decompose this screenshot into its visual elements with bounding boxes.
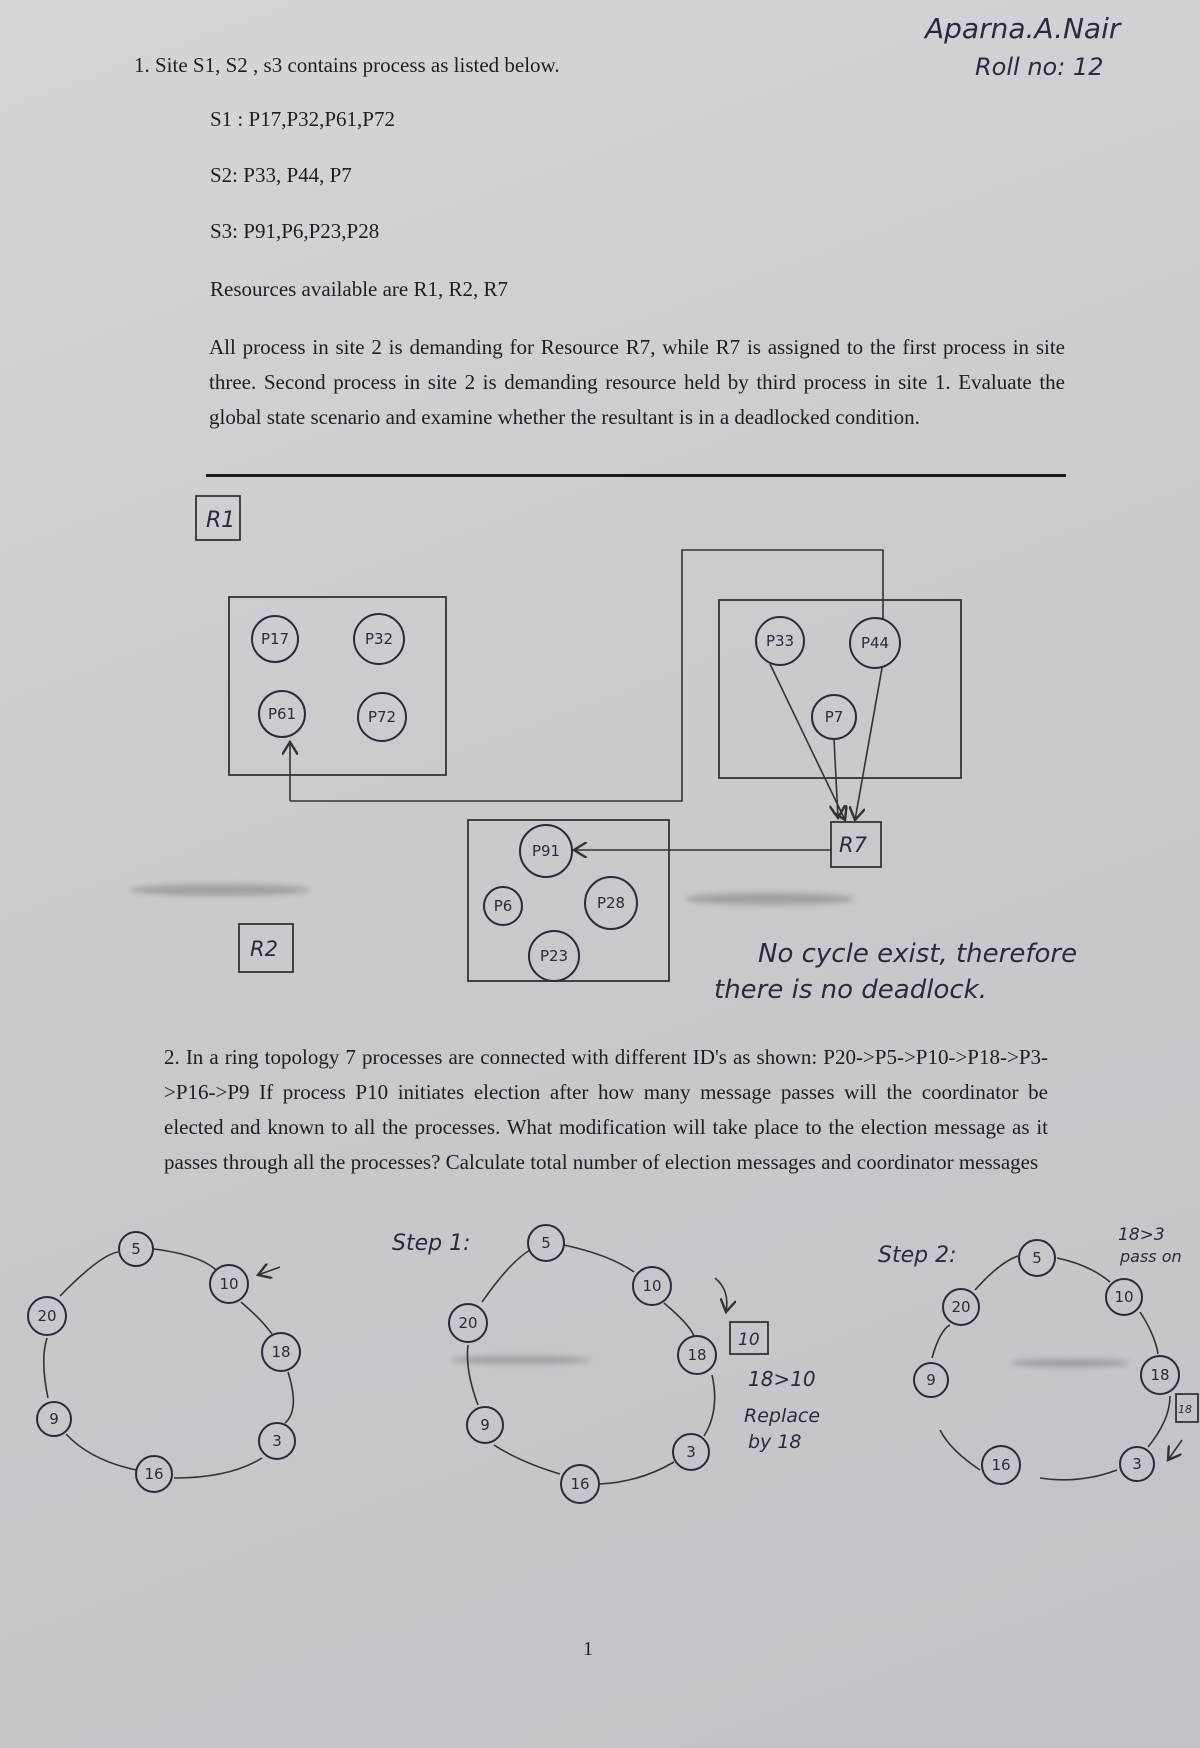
- svg-text:P6: P6: [493, 897, 513, 915]
- scan-smudge: [450, 1356, 590, 1364]
- process-p23: [529, 931, 579, 981]
- svg-text:18: 18: [271, 1343, 291, 1361]
- step-1-note-compare: 18>10: [748, 1367, 816, 1391]
- svg-text:P44: P44: [860, 634, 890, 652]
- svg-text:10: 10: [219, 1275, 239, 1293]
- svg-text:9: 9: [480, 1416, 490, 1434]
- svg-text:P17: P17: [260, 630, 290, 648]
- svg-text:P33: P33: [765, 632, 795, 650]
- roll-number: Roll no: 12: [975, 53, 1104, 81]
- svg-text:P72: P72: [367, 708, 397, 726]
- initiator-arrow: [258, 1267, 280, 1275]
- process-p44: [850, 618, 900, 668]
- step-2-label: Step 2:: [878, 1243, 957, 1268]
- svg-text:R1: R1: [206, 508, 236, 533]
- process-p6: [484, 887, 522, 925]
- svg-text:R7: R7: [839, 833, 867, 857]
- svg-text:18: 18: [1178, 1403, 1192, 1416]
- svg-text:3: 3: [272, 1432, 282, 1450]
- conclusion-line-1: No cycle exist, therefore: [758, 939, 1078, 969]
- svg-text:P91: P91: [531, 842, 561, 860]
- svg-text:P23: P23: [539, 947, 569, 965]
- svg-text:9: 9: [926, 1371, 936, 1389]
- process-p7: [812, 695, 856, 739]
- process-p32: [354, 614, 404, 664]
- process-p28: [585, 877, 637, 929]
- scan-smudge: [130, 884, 310, 896]
- svg-text:P32: P32: [364, 630, 394, 648]
- svg-text:P61: P61: [267, 705, 297, 723]
- resource-r2: [239, 924, 293, 972]
- page-number: 1: [583, 1638, 593, 1660]
- svg-text:3: 3: [686, 1443, 696, 1461]
- step-1-message-box: [730, 1322, 768, 1354]
- step-1-label: Step 1:: [392, 1231, 471, 1256]
- svg-text:P7: P7: [824, 708, 844, 726]
- svg-text:5: 5: [131, 1240, 141, 1258]
- svg-text:20: 20: [951, 1298, 971, 1316]
- scan-smudge: [1010, 1359, 1130, 1367]
- conclusion-line-2: there is no deadlock.: [714, 975, 987, 1005]
- svg-text:18: 18: [1150, 1366, 1170, 1384]
- svg-text:10: 10: [642, 1277, 662, 1295]
- site-s1-list: S1 : P17,P32,P61,P72: [210, 107, 395, 131]
- svg-text:P28: P28: [596, 894, 626, 912]
- svg-text:10: 10: [738, 1330, 760, 1350]
- scan-smudge: [685, 893, 855, 905]
- svg-text:9: 9: [49, 1410, 59, 1428]
- svg-text:R2: R2: [250, 937, 278, 961]
- site-s2-list: S2: P33, P44, P7: [210, 163, 352, 187]
- question-1-paragraph: All process in site 2 is demanding for Resource R7, while R7 is assigned to the first process in site three. Second process in site 2 is demanding resource held by third process in site 1. Evaluate the global state scenario and examine whether the resultant is in a deadlocked condition.: [209, 335, 1065, 429]
- process-p33: [756, 617, 804, 665]
- svg-text:16: 16: [144, 1465, 164, 1483]
- svg-text:10: 10: [1114, 1288, 1134, 1306]
- site-s3-list: S3: P91,P6,P23,P28: [210, 219, 380, 243]
- svg-text:5: 5: [1032, 1249, 1042, 1267]
- svg-text:18: 18: [687, 1346, 707, 1364]
- edge-p44-request: [290, 550, 883, 801]
- resource-r7: [831, 822, 881, 867]
- resources-line: Resources available are R1, R2, R7: [210, 277, 508, 301]
- process-p61: [259, 691, 305, 737]
- step-1-note-by: by 18: [748, 1431, 802, 1453]
- svg-text:3: 3: [1132, 1455, 1142, 1473]
- ring-diagram-step-1: [449, 1225, 727, 1503]
- resource-r1: [196, 496, 240, 540]
- step-2-note-pass-on: pass on: [1120, 1247, 1182, 1266]
- step-2-message-box: [1176, 1394, 1198, 1422]
- student-name: Aparna.A.Nair: [925, 12, 1121, 45]
- process-p91: [520, 825, 572, 877]
- step-2-note-compare: 18>3: [1118, 1225, 1165, 1245]
- site-1-box: [229, 597, 446, 775]
- svg-text:20: 20: [37, 1307, 57, 1325]
- question-1-title: 1. Site S1, S2 , s3 contains process as listed below.: [134, 53, 560, 77]
- process-p72: [358, 693, 406, 741]
- site-2-box: [719, 600, 961, 778]
- svg-text:5: 5: [541, 1234, 551, 1252]
- message-arrow: [715, 1278, 727, 1312]
- svg-text:20: 20: [458, 1314, 478, 1332]
- ring-diagram-initial: [28, 1232, 300, 1492]
- question-2-paragraph: 2. In a ring topology 7 processes are connected with different ID's as shown: P20->P5->P10->P18->P3->P16->P9 If process P10 initiates election after how many message passes will the coordinator be elected and known to all the processes. What modification will take place to the election message as it passes through all the processes? Calculate total number of election messages and coordinator messages: [164, 1045, 1048, 1174]
- process-p17: [252, 616, 298, 662]
- svg-text:16: 16: [570, 1475, 590, 1493]
- svg-text:16: 16: [991, 1456, 1011, 1474]
- edge-p44-r7: [855, 668, 882, 820]
- step-1-note-replace: Replace: [744, 1405, 821, 1427]
